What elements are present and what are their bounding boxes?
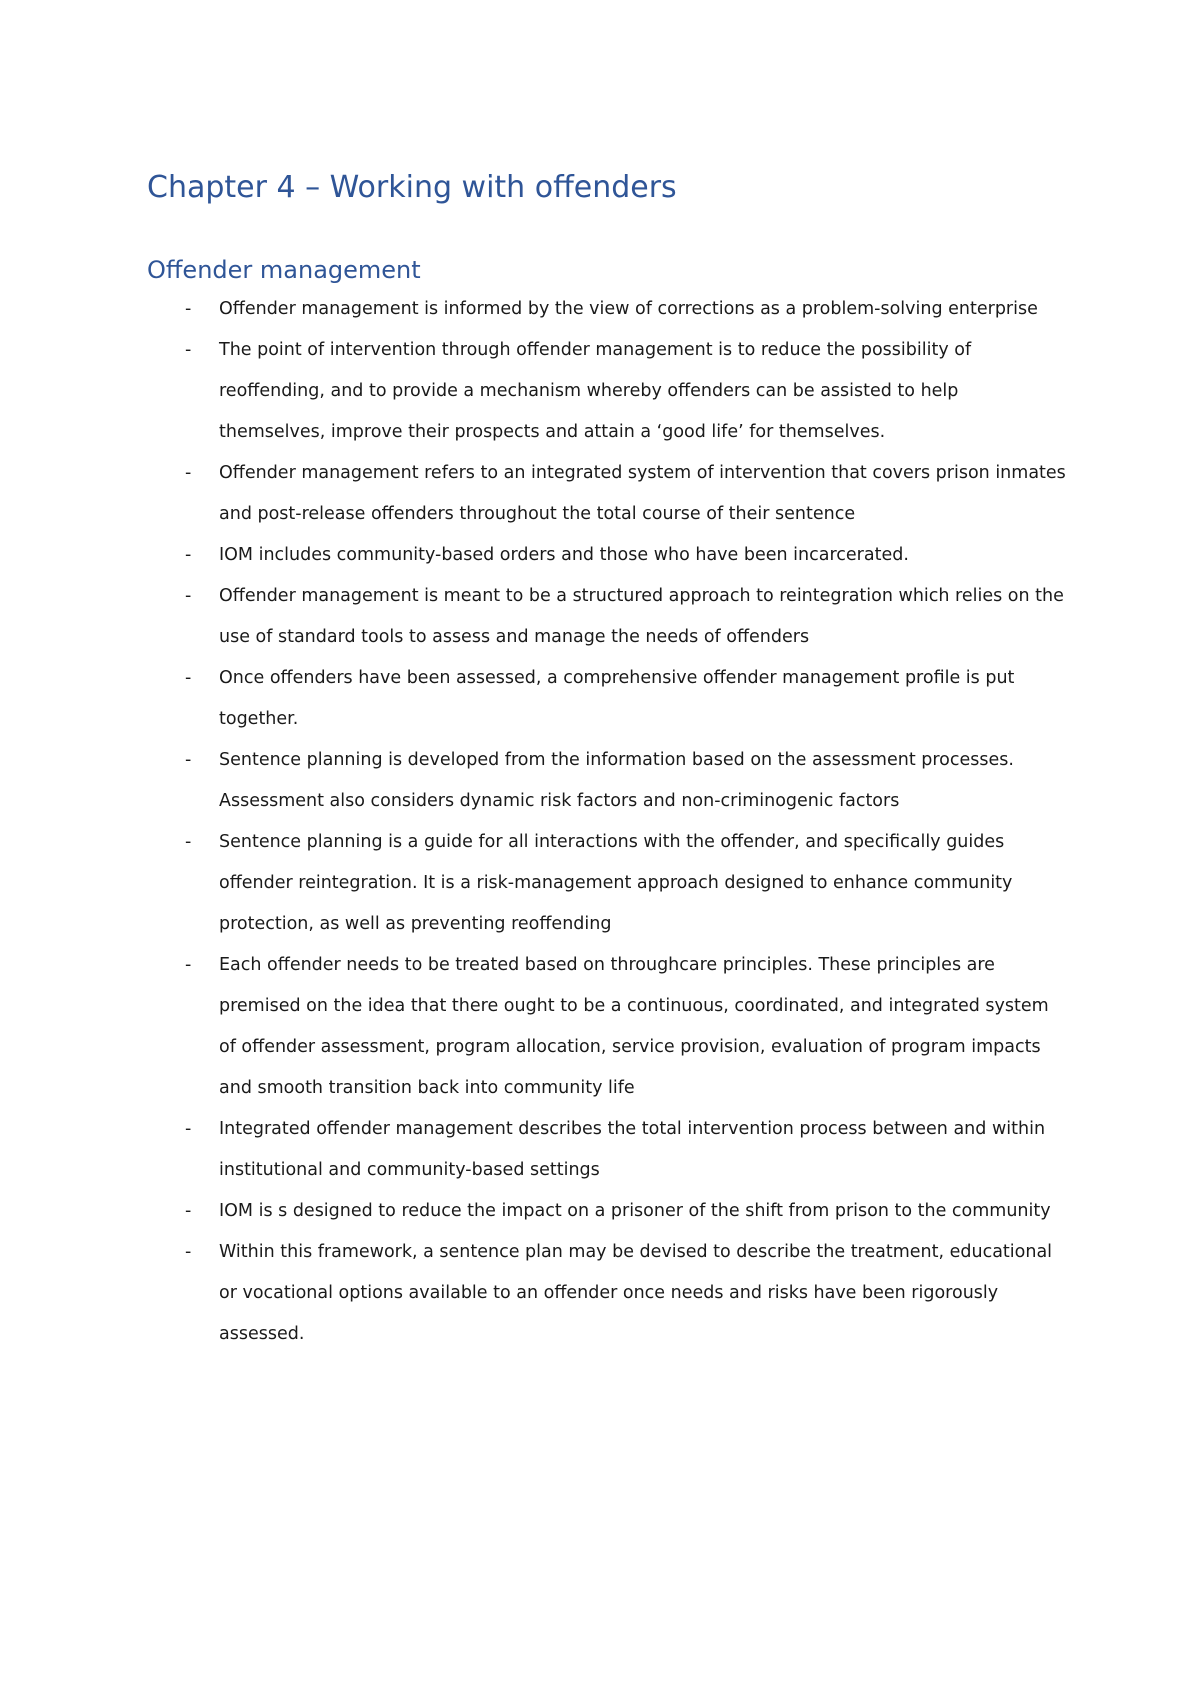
- list-item: [147, 330, 1067, 453]
- bullet-text: Sentence planning is developed from the information based on the assessment processes. Assessment also considers dynamic risk factors and non-criminogenic factors: [219, 750, 1014, 811]
- bullet-dash: -: [185, 299, 192, 319]
- bullet-text: Each offender needs to be treated based on throughcare principles. These principles are premised on the idea that there ought to be a continuous, coordinated, and integrated system of offender assessment, program allocation, service provision, evaluation of program impacts and smooth transition back into community life: [219, 955, 1049, 1098]
- list-item: [147, 576, 1067, 658]
- bullet-text: Sentence planning is a guide for all interactions with the offender, and specifically guides offender reintegration. It is a risk-management approach designed to enhance community protection, as well as preventing reoffending: [219, 832, 1013, 934]
- list-item: [147, 1232, 1067, 1355]
- bullet-dash: -: [185, 955, 192, 975]
- bullet-dash: -: [185, 340, 192, 360]
- bullet-dash: -: [185, 1201, 192, 1221]
- chapter-title: Chapter 4 – Working with offenders: [147, 170, 677, 205]
- list-item: [147, 945, 1067, 1109]
- bullet-text: IOM is s designed to reduce the impact on a prisoner of the shift from prison to the community: [219, 1201, 1051, 1221]
- bullet-text: Within this framework, a sentence plan may be devised to describe the treatment, educational or vocational options available to an offender once needs and risks have been rigorously assessed.: [219, 1242, 1053, 1344]
- bullet-dash: -: [185, 750, 192, 770]
- list-item: [147, 740, 1067, 822]
- section-heading: Offender management: [147, 256, 421, 284]
- list-item: [147, 1109, 1067, 1191]
- list-item: [147, 289, 1067, 330]
- bullet-text: Integrated offender management describes the total intervention process between and within institutional and community-based settings: [219, 1119, 1046, 1180]
- list-item: [147, 535, 1067, 576]
- bullet-text: The point of intervention through offender management is to reduce the possibility of reoffending, and to provide a mechanism whereby offenders can be assisted to help themselves, improve their prospects and attain a ‘good life’ for themselves.: [219, 340, 972, 442]
- bullet-dash: -: [185, 668, 192, 688]
- bullet-text: Offender management refers to an integrated system of intervention that covers prison inmates and post-release offenders throughout the total course of their sentence: [219, 463, 1066, 524]
- bullet-text: IOM includes community-based orders and those who have been incarcerated.: [219, 545, 909, 565]
- bullet-dash: -: [185, 545, 192, 565]
- bullet-dash: -: [185, 586, 192, 606]
- bullet-text: Offender management is informed by the view of corrections as a problem-solving enterprise: [219, 299, 1038, 319]
- list-item: [147, 1191, 1067, 1232]
- bullet-dash: -: [185, 1242, 192, 1262]
- bullet-dash: -: [185, 832, 192, 852]
- list-item: [147, 658, 1067, 740]
- list-item: [147, 822, 1067, 945]
- bullet-dash: -: [185, 463, 192, 483]
- bullet-dash: -: [185, 1119, 192, 1139]
- bullet-text: Once offenders have been assessed, a comprehensive offender management profile is put together.: [219, 668, 1015, 729]
- list-item: [147, 453, 1067, 535]
- bullet-text: Offender management is meant to be a structured approach to reintegration which relies on the use of standard tools to assess and manage the needs of offenders: [219, 586, 1064, 647]
- bullet-list: [147, 289, 1067, 1355]
